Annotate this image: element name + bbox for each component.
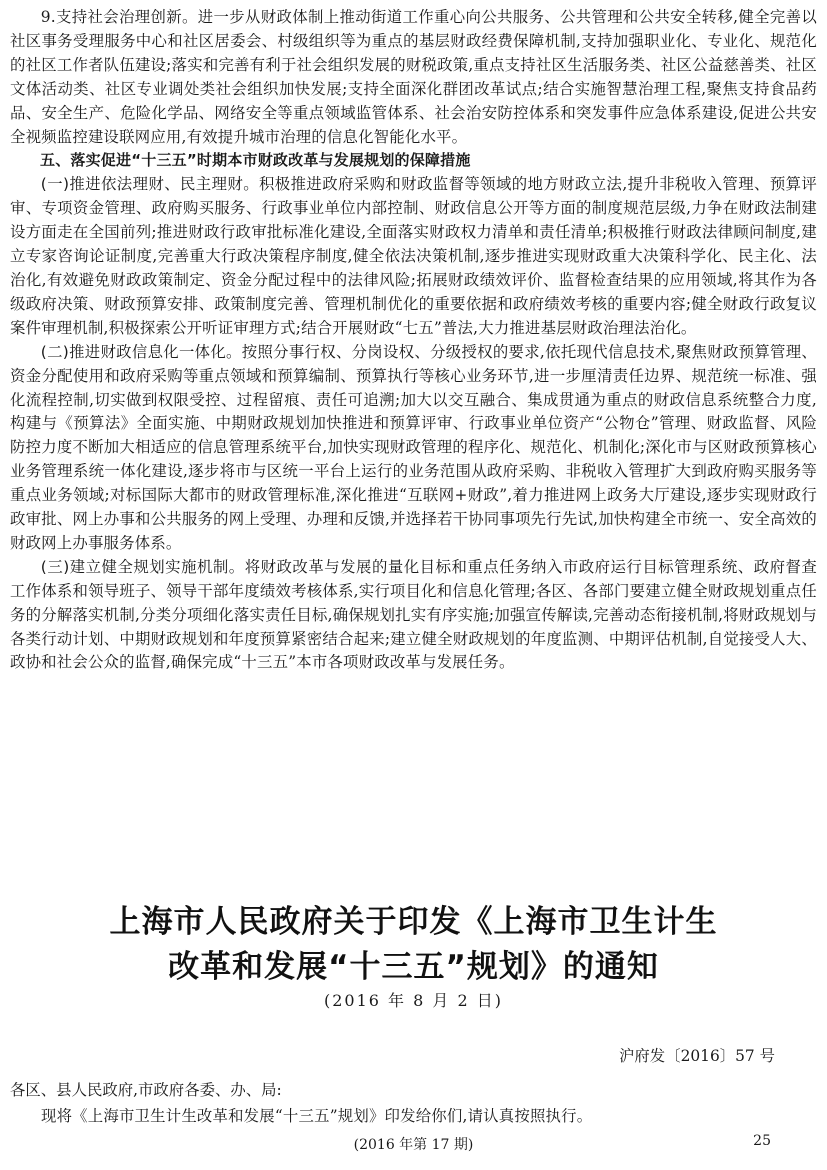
- item-1-lead: (一)推进依法理财、民主理财。: [40, 175, 259, 194]
- item-2-text: 按照分事行权、分岗设权、分级授权的要求,依托现代信息技术,聚焦财政预算管理、资金分配使用和政府采购等重点领域和预算编制、预算执行等核心业务环节,进一步厘清责任边界、规范统一标准、强化流程控制,切实做到权限受控、过程留痕、责任可追溯;加大以交互融合、集成贯通为重点的财政信息系统整合力度,构建与《预算法》全面实施、中期财政规划加快推进和预算评审、行政事业单位资产“公物仓”管理、财政监督、风险防控力度不断加大相适应的信息管理系统平台,加快实现财政管理的程序化、规范化、机制化;深化市与区财政预算核心业务管理系统一体化建设,逐步将市与区统一平台上运行的业务范围从政府采购、非税收入管理扩大到政府购买服务等重点业务领域;对标国际大都市的财政管理标准,深化推进“互联网+财政”,着力推进网上政务大厅建设,逐步实现财政行政审批、网上办事和公共服务的网上受理、办理和反馈,并选择若干协同事项先行先试,加快构建全市统一、安全高效的财政网上办事服务体系。: [10, 342, 818, 552]
- item-3-lead: (三)建立健全规划实施机制。: [40, 557, 245, 576]
- notice-date: (2016 年 8 月 2 日): [324, 991, 503, 1010]
- paragraph-item-9: 9.支持社会治理创新。进一步从财政体制上推动街道工作重心向公共服务、公共管理和公共安全转移,健全完善以社区事务受理服务中心和社区居委会、村级组织等为重点的基层财政经费保障机制,支持加强职业化、专业化、规范化的社区工作者队伍建设;落实和完善有利于社会组织发展的财税政策,重点支持社区生活服务类、社区公益慈善类、社区文体活动类、社区专业调处类社会组织加快发展;支持全面深化群团改革试点;结合实施智慧治理工程,聚焦支持食品药品、安全生产、危险化学品、网络安全等重点领域监管体系、社会治安防控体系和突发事件应急体系建设,促进公共安全视频监控建设联网应用,有效提升城市治理的信息化智能化水平。: [10, 8, 817, 146]
- section-heading-5: 五、落实促进“十三五”时期本市财政改革与发展规划的保障措施: [40, 151, 471, 170]
- notice-addressee: 各区、县人民政府,市政府各委、办、局:: [10, 1081, 282, 1099]
- document-body: [10, 6, 817, 675]
- item-2-lead: (二)推进财政信息化一体化。: [40, 342, 242, 361]
- notice-body: 现将《上海市卫生计生改革和发展“十三五”规划》印发给你们,请认真按照执行。: [41, 1107, 593, 1125]
- page-number: 25: [753, 1133, 771, 1149]
- paragraph-item-3: [10, 556, 817, 676]
- footer-issue: (2016 年第 17 期): [353, 1137, 474, 1153]
- item-1-text: 积极推进政府采购和财政监督等领域的地方财政立法,提升非税收入管理、预算评审、专项资金管理、政府购买服务、行政事业单位内部控制、财政信息公开等方面的制度规范层级,力争在财政法制建设方面走在全国前列;推进财政行政审批标准化建设,全面落实财政权力清单和责任清单;积极推行财政法律顾问制度,建立专家咨询论证制度,完善重大行政决策程序制度,健全依法决策机制,逐步推进实现财政重大决策科学化、民主化、法治化,有效避免财政政策制定、资金分配过程中的法律风险;拓展财政绩效评价、监督检查结果的应用领域,将其作为各级政府决策、财政预算安排、政策制度完善、管理机制优化的重要依据和政府绩效考核的重要内容;健全财政行政复议案件审理机制,积极探索公开听证审理方式;结合开展财政“七五”普法,大力推进基层财政治理法治化。: [10, 175, 818, 337]
- paragraph-item-2: [10, 341, 817, 556]
- notice-title-line-2: 改革和发展“十三五”规划》的通知: [168, 949, 659, 985]
- paragraph-item-1: [10, 173, 817, 340]
- document-number: 沪府发〔2016〕57 号: [619, 1047, 775, 1065]
- notice-title-line-1: 上海市人民政府关于印发《上海市卫生计生: [109, 904, 718, 940]
- item-3-text: 将财政改革与发展的量化目标和重点任务纳入市政府运行目标管理系统、政府督查工作体系和领导班子、领导干部年度绩效考核体系,实行项目化和信息化管理;各区、各部门要建立健全财政规划重点任务的分解落实机制,分类分项细化落实责任目标,确保规划扎实有序实施;加强宣传解读,完善动态衔接机制,将财政规划与各类行动计划、中期财政规划和年度预算紧密结合起来;建立健全财政规划的年度监测、中期评估机制,自觉接受人大、政协和社会公众的监督,确保完成“十三五”本市各项财政改革与发展任务。: [10, 557, 818, 672]
